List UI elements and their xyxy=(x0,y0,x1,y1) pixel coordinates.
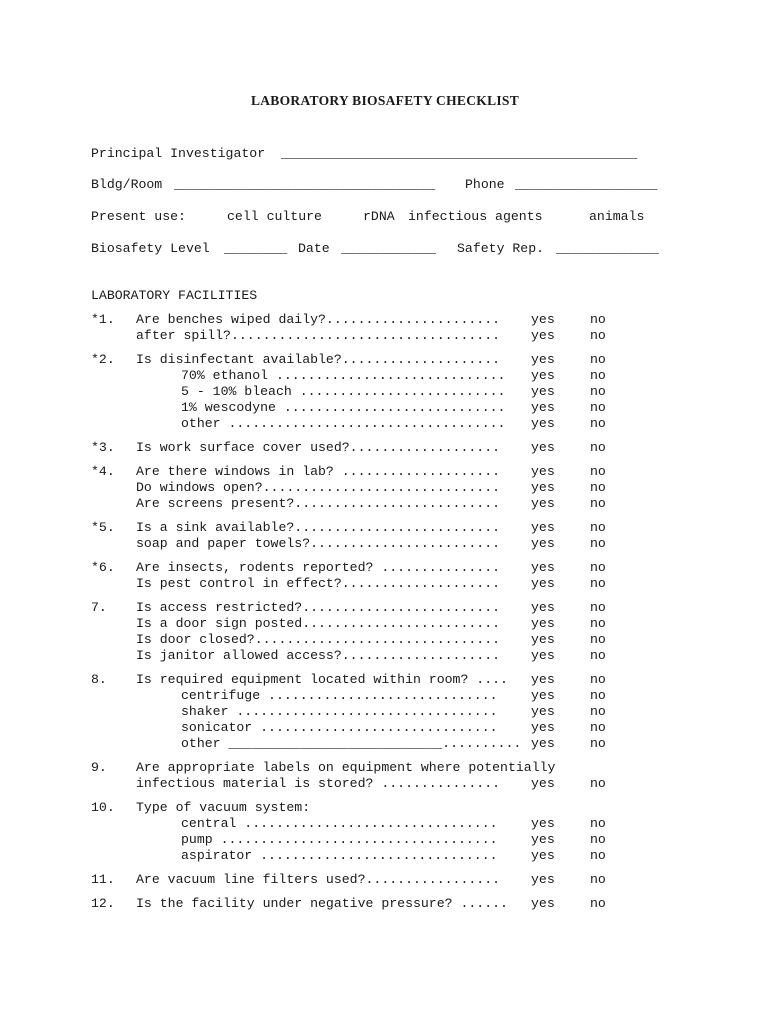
yes-option[interactable]: yes xyxy=(531,816,555,831)
no-option[interactable]: no xyxy=(590,384,606,399)
checklist-row xyxy=(0,520,770,536)
question-text: infectious material is stored? ............... xyxy=(136,776,501,791)
no-option[interactable]: no xyxy=(590,464,606,479)
question-text: after spill?.................................. xyxy=(136,328,501,343)
biosafety-level-field[interactable]: ________ xyxy=(224,241,288,256)
yes-option[interactable]: yes xyxy=(531,872,555,887)
yes-option[interactable]: yes xyxy=(531,896,555,911)
yes-option[interactable]: yes xyxy=(531,600,555,615)
phone-label: Phone xyxy=(465,177,505,192)
question-text: Is door closed?............................... xyxy=(136,632,501,647)
checklist-row xyxy=(0,872,770,888)
checklist-row xyxy=(0,400,770,416)
question-text: 1% wescodyne ............................ xyxy=(181,400,506,415)
question-text: aspirator .............................. xyxy=(181,848,498,863)
no-option[interactable]: no xyxy=(590,520,606,535)
checklist-row xyxy=(0,480,770,496)
no-option[interactable]: no xyxy=(590,400,606,415)
present-use-label: Present use: xyxy=(91,209,186,224)
yes-option[interactable]: yes xyxy=(531,688,555,703)
yes-option[interactable]: yes xyxy=(531,352,555,367)
question-text: other ___________________________.......... xyxy=(181,736,522,751)
question-text: Is janitor allowed access?.................... xyxy=(136,648,501,663)
checklist-row xyxy=(0,760,770,776)
question-text: centrifuge ............................. xyxy=(181,688,498,703)
no-option[interactable]: no xyxy=(590,736,606,751)
checklist-row xyxy=(0,464,770,480)
checklist-row xyxy=(0,328,770,344)
yes-option[interactable]: yes xyxy=(531,480,555,495)
question-text: Is disinfectant available?.................... xyxy=(136,352,501,367)
question-text: pump ................................... xyxy=(181,832,498,847)
date-label: Date xyxy=(298,241,330,256)
item-number: 10. xyxy=(91,800,115,815)
yes-option[interactable]: yes xyxy=(531,632,555,647)
yes-option[interactable]: yes xyxy=(531,648,555,663)
item-number: 11. xyxy=(91,872,115,887)
item-number: *6. xyxy=(91,560,115,575)
question-text: Is the facility under negative pressure? ...... xyxy=(136,896,508,911)
item-number: *5. xyxy=(91,520,115,535)
checklist-row xyxy=(0,368,770,384)
no-option[interactable]: no xyxy=(590,600,606,615)
question-text: 70% ethanol ............................. xyxy=(181,368,506,383)
yes-option[interactable]: yes xyxy=(531,848,555,863)
question-text: Are there windows in lab? .................... xyxy=(136,464,501,479)
no-option[interactable]: no xyxy=(590,560,606,575)
checklist-row xyxy=(0,536,770,552)
item-number: *3. xyxy=(91,440,115,455)
question-text: soap and paper towels?........................ xyxy=(136,536,501,551)
yes-option[interactable]: yes xyxy=(531,536,555,551)
question-text: Are vacuum line filters used?................. xyxy=(136,872,501,887)
item-number: 12. xyxy=(91,896,115,911)
no-option[interactable]: no xyxy=(590,704,606,719)
checklist-row xyxy=(0,384,770,400)
question-text: Are benches wiped daily?...................... xyxy=(136,312,501,327)
yes-option[interactable]: yes xyxy=(531,720,555,735)
checklist-row xyxy=(0,736,770,752)
no-option[interactable]: no xyxy=(590,896,606,911)
question-text: Do windows open?.............................. xyxy=(136,480,501,495)
item-number: *2. xyxy=(91,352,115,367)
yes-option[interactable]: yes xyxy=(531,368,555,383)
date-field[interactable]: ____________ xyxy=(341,241,436,256)
yes-option[interactable]: yes xyxy=(531,328,555,343)
question-text: Type of vacuum system: xyxy=(136,800,311,815)
yes-option[interactable]: yes xyxy=(531,464,555,479)
no-option[interactable]: no xyxy=(590,848,606,863)
no-option[interactable]: no xyxy=(590,312,606,327)
no-option[interactable]: no xyxy=(590,480,606,495)
checklist-row xyxy=(0,704,770,720)
yes-option[interactable]: yes xyxy=(531,776,555,791)
question-text: Are appropriate labels on equipment where potentially xyxy=(136,760,556,775)
checklist-row xyxy=(0,416,770,432)
question-text: sonicator .............................. xyxy=(181,720,498,735)
no-option[interactable]: no xyxy=(590,632,606,647)
item-number: *1. xyxy=(91,312,115,327)
checklist-row xyxy=(0,848,770,864)
no-option[interactable]: no xyxy=(590,496,606,511)
yes-option[interactable]: yes xyxy=(531,440,555,455)
no-option[interactable]: no xyxy=(590,832,606,847)
yes-option[interactable]: yes xyxy=(531,384,555,399)
checklist-row xyxy=(0,896,770,912)
item-number: *4. xyxy=(91,464,115,479)
safety-rep-field[interactable]: _____________ xyxy=(556,241,659,256)
no-option[interactable]: no xyxy=(590,688,606,703)
no-option[interactable]: no xyxy=(590,720,606,735)
checklist-row xyxy=(0,600,770,616)
item-number: 8. xyxy=(91,672,107,687)
checklist-row xyxy=(0,800,770,816)
checklist-row xyxy=(0,816,770,832)
question-text: central ................................ xyxy=(181,816,498,831)
yes-option[interactable]: yes xyxy=(531,736,555,751)
yes-option[interactable]: yes xyxy=(531,704,555,719)
yes-option[interactable]: yes xyxy=(531,672,555,687)
no-option[interactable]: no xyxy=(590,352,606,367)
no-option[interactable]: no xyxy=(590,648,606,663)
checklist-row xyxy=(0,672,770,688)
pi-label: Principal Investigator xyxy=(91,146,266,161)
yes-option[interactable]: yes xyxy=(531,560,555,575)
biosafety-level-label: Biosafety Level xyxy=(91,241,210,256)
no-option[interactable]: no xyxy=(590,872,606,887)
checklist-row xyxy=(0,616,770,632)
checklist-row xyxy=(0,776,770,792)
yes-option[interactable]: yes xyxy=(531,520,555,535)
item-number: 9. xyxy=(91,760,107,775)
safety-rep-label: Safety Rep. xyxy=(457,241,545,256)
phone-field[interactable]: __________________ xyxy=(515,177,658,192)
question-text: 5 - 10% bleach .......................... xyxy=(181,384,506,399)
question-text: Is a sink available?.......................... xyxy=(136,520,501,535)
checklist-row xyxy=(0,632,770,648)
item-number: 7. xyxy=(91,600,107,615)
question-text: Is pest control in effect?.................... xyxy=(136,576,501,591)
present-use-option[interactable]: infectious agents xyxy=(408,209,543,224)
question-text: Is a door sign posted......................... xyxy=(136,616,501,631)
bldg-room-field[interactable]: _________________________________ xyxy=(174,177,436,192)
yes-option[interactable]: yes xyxy=(531,616,555,631)
checklist-row xyxy=(0,352,770,368)
yes-option[interactable]: yes xyxy=(531,312,555,327)
checklist-row xyxy=(0,720,770,736)
question-text: other ................................... xyxy=(181,416,506,431)
no-option[interactable]: no xyxy=(590,536,606,551)
bldg-room-label: Bldg/Room xyxy=(91,177,163,192)
no-option[interactable]: no xyxy=(590,440,606,455)
checklist-row xyxy=(0,576,770,592)
present-use-option[interactable]: animals xyxy=(589,209,645,224)
no-option[interactable]: no xyxy=(590,576,606,591)
question-text: Is work surface cover used?................... xyxy=(136,440,501,455)
no-option[interactable]: no xyxy=(590,368,606,383)
checklist-row xyxy=(0,560,770,576)
yes-option[interactable]: yes xyxy=(531,416,555,431)
checklist-row xyxy=(0,440,770,456)
question-text: shaker ................................. xyxy=(181,704,498,719)
yes-option[interactable]: yes xyxy=(531,832,555,847)
question-text: Are screens present?.......................... xyxy=(136,496,501,511)
checklist-row xyxy=(0,832,770,848)
question-text: Is access restricted?......................... xyxy=(136,600,501,615)
present-use-option[interactable]: rDNA xyxy=(363,209,395,224)
checklist-row xyxy=(0,648,770,664)
no-option[interactable]: no xyxy=(590,328,606,343)
checklist-row xyxy=(0,496,770,512)
no-option[interactable]: no xyxy=(590,416,606,431)
yes-option[interactable]: yes xyxy=(531,400,555,415)
checklist-row xyxy=(0,312,770,328)
page-title: LABORATORY BIOSAFETY CHECKLIST xyxy=(250,93,520,108)
no-option[interactable]: no xyxy=(590,816,606,831)
pi-field[interactable]: _____________________________________________ xyxy=(281,146,638,161)
section-title: LABORATORY FACILITIES xyxy=(91,288,258,303)
question-text: Is required equipment located within room? .... xyxy=(136,672,508,687)
present-use-option[interactable]: cell culture xyxy=(227,209,322,224)
yes-option[interactable]: yes xyxy=(531,496,555,511)
no-option[interactable]: no xyxy=(590,616,606,631)
checklist-row xyxy=(0,688,770,704)
yes-option[interactable]: yes xyxy=(531,576,555,591)
question-text: Are insects, rodents reported? ............... xyxy=(136,560,501,575)
no-option[interactable]: no xyxy=(590,776,606,791)
no-option[interactable]: no xyxy=(590,672,606,687)
